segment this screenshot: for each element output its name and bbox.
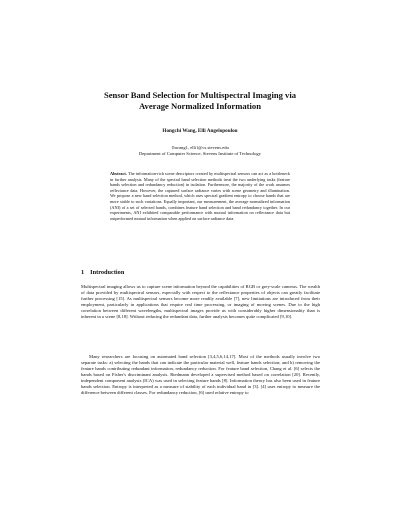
- abstract: [110, 171, 290, 221]
- intro-paragraph-2: Many researchers are focusing on automated band selection [3,4,5,6,14,17]. Most of the methods usually involve two separate tasks: a) selecting the bands that can indicate the particular material well, feature bands selection; and b) removing the feature bands contributing redundant information, redundancy reduction. For feature band selection, Chang et al. [6] selects the bands based on Fisher's discriminant analysis. Riedmann developed a supervised method based on correlation [20]. Recently, independent component analysis (ICA) was used in selecting feature bands [8]. Information theory has also been used in feature bands selection. Entropy is interpreted as a measure of stability of each individual band in [3]. [4] uses entropy to measure the difference between different classes. For redundancy reduction, [6] used relative entropy to: [81, 354, 320, 395]
- section-title: Introduction: [90, 269, 125, 276]
- author-emails: {hwang1, elli}@cs.stevens.edu: [171, 145, 229, 150]
- title-line-1: Sensor Band Selection for Multispectral Imaging via: [103, 90, 297, 100]
- intro-paragraph-1: Multispectral imaging allows us to capture scene information beyond the capabilities of RGB or grey-scale cameras. The wealth of data provided by multispectral sensors, especially with respect to the reflectance properties of objects can greatly facilitate further processing [15]. As multispectral sensors become more readily available [7], new limitations are introduced from their employment, particularly in applications that require real time processing, or imaging of moving scenes. Due to the high correlation between different wavelengths, multispectral images provide us with considerably higher dimensionality than is inherent in a scene [8,18]. Without reducing the redundant data, further analysis becomes quite complicated [9,10].: [81, 284, 320, 319]
- title-line-2: Average Normalized Information: [138, 101, 262, 111]
- section-heading: [81, 269, 130, 276]
- authors: Hongchi Wang, Elli Angelopoulou: [162, 128, 238, 134]
- abstract-text: The information-rich scene descriptors created by multispectral sensors can act as a bottleneck in further analysis. Many of the spectral band selection methods treat the two underlying tasks (feature bands selection and redundancy reduction) in isolation. Furthermore, the majority of the work assumes reflectance data. However, the captured surface radiance varies with scene geometry and illumination. We propose a new band selection method, which uses spectral gradient entropy to choose bands that are more stable to such variations. Equally important, our measurement, the average normalized information (ANI) of a set of selected bands, combines feature band selection and band redundancy together. In our experiments, ANI exhibited comparable performance with mutual information on reflectance data but outperformed mutual information when applied on surface radiance data.: [110, 171, 290, 221]
- abstract-label: Abstract.: [110, 171, 127, 176]
- affiliation: Department of Computer Science, Stevens Institute of Technology: [138, 151, 262, 156]
- section-number: 1: [81, 269, 85, 276]
- paper-title: [60, 90, 340, 112]
